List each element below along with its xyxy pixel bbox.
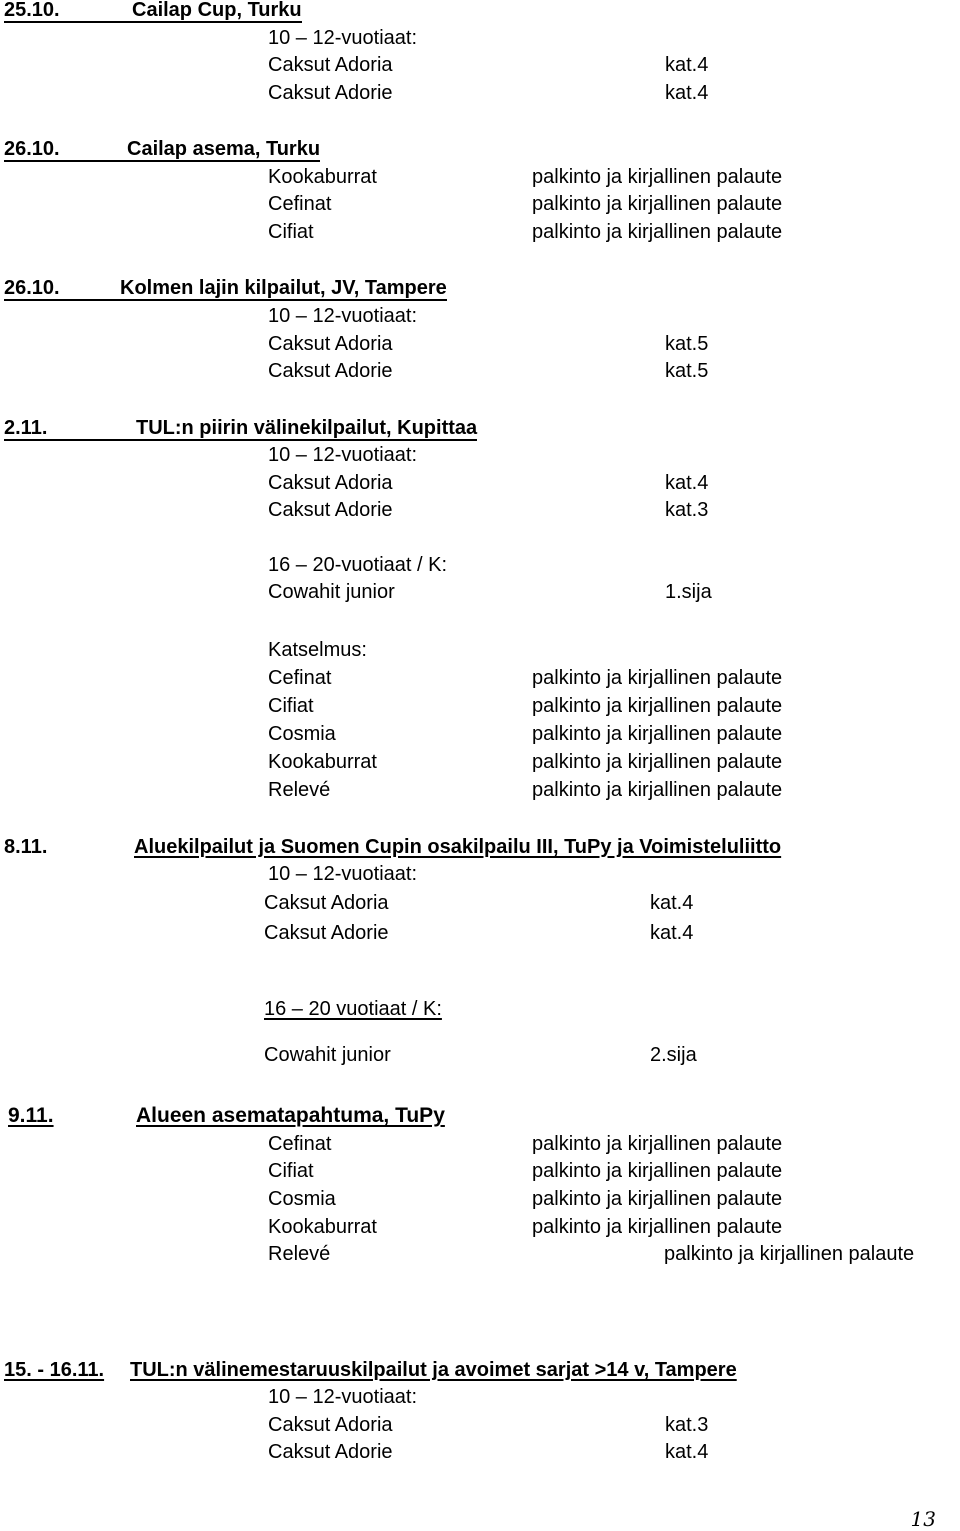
event-date: 26.10.	[4, 138, 60, 160]
entry-result: palkinto ja kirjallinen palaute	[532, 1160, 783, 1182]
entry-name: Caksut Adoria	[268, 472, 393, 494]
entry-name: Cifiat	[268, 221, 314, 243]
entry-result: palkinto ja kirjallinen palaute	[532, 695, 783, 717]
event-title: TUL:n piirin välinekilpailut, Kupittaa	[136, 417, 478, 439]
event-date: 9.11.	[8, 1104, 54, 1127]
entry-result: kat.5	[665, 333, 709, 355]
entry-name: Relevé	[268, 779, 331, 801]
entry-result: palkinto ja kirjallinen palaute	[532, 193, 783, 215]
entry-name: Cefinat	[268, 1133, 332, 1155]
entry-result: kat.5	[665, 360, 709, 382]
entry-result: palkinto ja kirjallinen palaute	[532, 779, 783, 801]
entry-result: palkinto ja kirjallinen palaute	[532, 166, 783, 188]
entry-result: kat.4	[665, 1441, 709, 1463]
entry-name: Caksut Adorie	[268, 499, 393, 521]
entry-result: palkinto ja kirjallinen palaute	[532, 667, 783, 689]
event-title: Alueen asematapahtuma, TuPy	[136, 1104, 445, 1127]
entry-name: Cosmia	[268, 1188, 336, 1210]
entry-result: kat.4	[650, 922, 694, 944]
entry-result: kat.3	[665, 499, 709, 521]
entry-result: palkinto ja kirjallinen palaute	[532, 751, 783, 773]
age-group-label: 10 – 12-vuotiaat:	[268, 863, 417, 885]
entry-name: Cefinat	[268, 667, 332, 689]
entry-name: Kookaburrat	[268, 166, 377, 188]
entry-result: palkinto ja kirjallinen palaute	[532, 723, 783, 745]
entry-name: Cefinat	[268, 193, 332, 215]
entry-name: Caksut Adoria	[268, 1414, 393, 1436]
entry-result: kat.4	[665, 472, 709, 494]
event-date: 8.11.	[4, 836, 48, 858]
entry-name: Caksut Adorie	[268, 360, 393, 382]
entry-name: Cowahit junior	[268, 581, 395, 603]
entry-name: Caksut Adorie	[268, 1441, 393, 1463]
event-date: 2.11.	[4, 417, 48, 439]
event-date: 15. - 16.11.	[4, 1359, 105, 1381]
entry-name: Cosmia	[268, 723, 336, 745]
entry-result: 1.sija	[665, 581, 712, 603]
event-title: Cailap Cup, Turku	[132, 0, 302, 21]
event-title: Aluekilpailut ja Suomen Cupin osakilpailu III, TuPy ja Voimisteluliitto	[134, 836, 782, 858]
entry-name: Cifiat	[268, 1160, 314, 1182]
entry-result: palkinto ja kirjallinen palaute	[532, 1188, 783, 1210]
entry-name: Cifiat	[268, 695, 314, 717]
event-title: Cailap asema, Turku	[127, 138, 321, 160]
age-group-label: 10 – 12-vuotiaat:	[268, 1386, 417, 1408]
entry-name: Caksut Adorie	[264, 922, 389, 944]
age-group-label: 16 – 20-vuotiaat / K:	[268, 554, 448, 576]
entry-name: Cowahit junior	[264, 1044, 391, 1066]
entry-result: kat.4	[665, 82, 709, 104]
event-date: 26.10.	[4, 277, 60, 299]
page-number: 13	[910, 1507, 936, 1531]
entry-name: Kookaburrat	[268, 1216, 377, 1238]
event-title: Kolmen lajin kilpailut, JV, Tampere	[120, 277, 447, 299]
entry-result: palkinto ja kirjallinen palaute	[532, 1216, 783, 1238]
entry-name: Caksut Adoria	[268, 333, 393, 355]
entry-name: Caksut Adoria	[268, 54, 393, 76]
entry-name: Caksut Adorie	[268, 82, 393, 104]
entry-result: kat.3	[665, 1414, 709, 1436]
entry-result: kat.4	[665, 54, 709, 76]
katselmus-label: Katselmus:	[268, 639, 367, 661]
entry-name: Kookaburrat	[268, 751, 377, 773]
age-group-label: 10 – 12-vuotiaat:	[268, 27, 417, 49]
event-title: TUL:n välinemestaruuskilpailut ja avoimet sarjat >14 v, Tampere	[130, 1359, 737, 1381]
entry-result: 2.sija	[650, 1044, 697, 1066]
entry-name: Relevé	[268, 1243, 331, 1265]
entry-result: palkinto ja kirjallinen palaute	[664, 1243, 915, 1265]
age-group-label: 10 – 12-vuotiaat:	[268, 444, 417, 466]
event-date: 25.10.	[4, 0, 60, 21]
entry-name: Caksut Adoria	[264, 892, 389, 914]
entry-result: palkinto ja kirjallinen palaute	[532, 221, 783, 243]
age-group-label: 16 – 20 vuotiaat / K:	[264, 998, 442, 1020]
entry-result: palkinto ja kirjallinen palaute	[532, 1133, 783, 1155]
entry-result: kat.4	[650, 892, 694, 914]
age-group-label: 10 – 12-vuotiaat:	[268, 305, 417, 327]
